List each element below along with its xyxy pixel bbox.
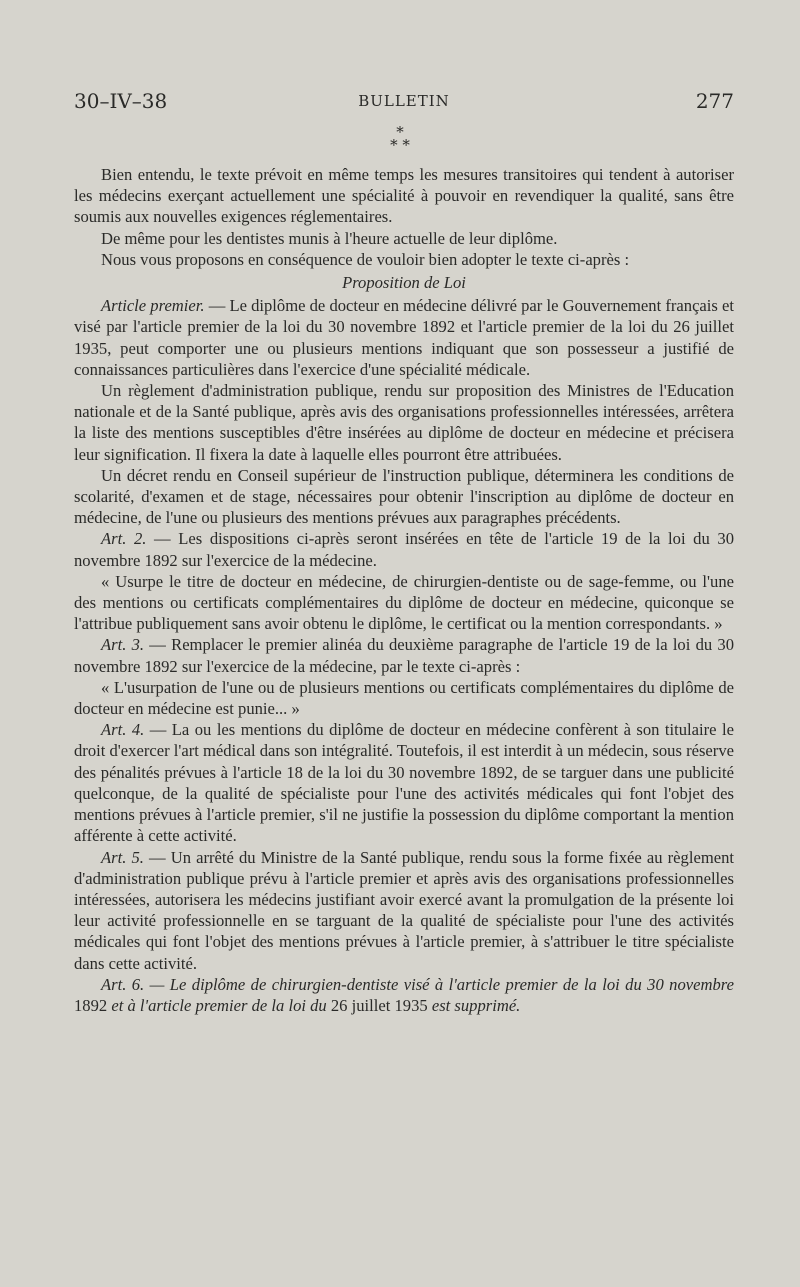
header-title: BULLETIN xyxy=(358,92,450,110)
article-4-text: — La ou les mentions du diplôme de docteur en médecine confèrent à son titulaire le droit d'exercer l'art médical dans son intégralité. Toutefois, il est interdit à un médecin, sous réserve des pénalités prévues à l'article 18 de la loi du 30 novembre 1892, de se targuer dans une publicité quelconque, de la qualité de spécialiste pour l'une des activités médicales qui font l'objet des mentions prévues à l'article premier, s'il ne justifie la possession du diplôme comportant la mention afférente à cette activité. xyxy=(74,720,734,846)
paragraph-decret: Un décret rendu en Conseil supérieur de l'instruction publique, déterminera les conditions de scolarité, d'examen et de stage, nécessaires pour obtenir l'inscription au diplôme de docteur en médecine, de l'une ou plusieurs des mentions prévues aux paragraphes précédents. xyxy=(74,465,734,528)
separator-top-star: * xyxy=(396,123,404,141)
article-5-label: Art. 5. xyxy=(101,847,144,867)
article-6-date: 26 juillet xyxy=(330,995,391,1015)
article-1-text: — Le diplôme de docteur en médecine délivré par le Gouvernement français et visé par l'article premier de la loi du 30 novembre 1892 et l'article premier de la loi du 26 juillet 1935, peut comporter une ou plusieurs mentions indiquant que son possesseur a justifié de connaissances particulières dans l'exercice d'une spécialité médicale. xyxy=(74,296,734,379)
document-body xyxy=(74,164,734,1016)
article-2-text: — Les dispositions ci-après seront insérées en tête de l'article 19 de la loi du 30 novembre 1892 sur l'exercice de la médecine. xyxy=(74,529,734,570)
article-6-label: Art. 6. xyxy=(101,974,145,994)
article-4 xyxy=(74,719,734,846)
article-1-label: Article premier. xyxy=(101,296,205,316)
article-6-year-1935: 1935 xyxy=(394,995,428,1015)
article-3 xyxy=(74,634,734,676)
paragraph-transitional-measures: Bien entendu, le texte prévoit en même temps les mesures transitoires qui tendent à autoriser les médecins exerçant actuellement une spécialité à pouvoir en revendiquer la qualité, sans être soumis aux nouvelles exigences réglementaires. xyxy=(74,165,734,227)
article-3-label: Art. 3. xyxy=(101,635,145,655)
page-number: 277 xyxy=(695,89,734,113)
article-6-year-1892: 1892 xyxy=(74,995,108,1015)
article-4-label: Art. 4. xyxy=(101,720,145,740)
article-5-text: — Un arrêté du Ministre de la Santé publique, rendu sous la forme fixée au règlement d'administration publique prévu à l'article premier et après avis des organisations professionnelles intéressées, autorisera les médecins justifiant avoir exercé avant la promulgation de la présente loi leur activité professionnelle en se targuant de la qualité de spécialiste pour l'une des activités médicales qui font l'objet des mentions prévues à l'article premier, à s'attribuer le titre spécialiste dans cette activité. xyxy=(74,847,734,973)
paragraph-dentists: De même pour les dentistes munis à l'heure actuelle de leur diplôme. xyxy=(101,228,558,248)
paragraph-usurpation-quote: « L'usurpation de l'une ou de plusieurs mentions ou certificats complémentaires du diplôme de docteur en médecine est punie... » xyxy=(74,677,734,719)
paragraph-reglement: Un règlement d'administration publique, rendu sur proposition des Ministres de l'Education nationale et de la Santé publique, après avis des organisations professionnelles intéressées, arrêtera la liste des mentions susceptibles d'être insérées au diplôme de docteur en médecine et précisera leur signification. Il fixera la date à laquelle elles pourront être attribuées. xyxy=(74,381,734,464)
separator-bottom-stars: * * xyxy=(390,136,410,154)
article-6-text-a: — Le diplôme de chirurgien-dentiste visé à l'article premier de la loi du 30 novembre xyxy=(144,974,734,994)
article-6-text-g: est supprimé. xyxy=(427,995,521,1015)
article-2 xyxy=(74,528,734,570)
page-header xyxy=(74,89,734,119)
section-separator xyxy=(0,123,800,154)
article-6-text-c: et à l'article premier de la loi du xyxy=(107,995,331,1015)
article-2-label: Art. 2. xyxy=(101,529,147,549)
article-6 xyxy=(74,974,734,1016)
article-1 xyxy=(74,295,734,380)
header-date: 30–IV–38 xyxy=(74,89,168,113)
section-heading: Proposition de Loi xyxy=(342,273,466,293)
paragraph-proposal: Nous vous proposons en conséquence de vouloir bien adopter le texte ci-après : xyxy=(101,249,630,269)
article-5 xyxy=(74,847,734,974)
paragraph-usurpe-quote: « Usurpe le titre de docteur en médecine, de chirurgien-dentiste ou de sage-femme, ou l'une des mentions ou certificats complémentaires du diplôme de docteur en médecine, quiconque se l'attribue publiquement sans avoir obtenu le diplôme, le certificat ou la mention correspondants. » xyxy=(74,571,734,634)
article-3-text: — Remplacer le premier alinéa du deuxième paragraphe de l'article 19 de la loi du 30 novembre 1892 sur l'exercice de la médecine, par le texte ci-après : xyxy=(74,635,735,676)
